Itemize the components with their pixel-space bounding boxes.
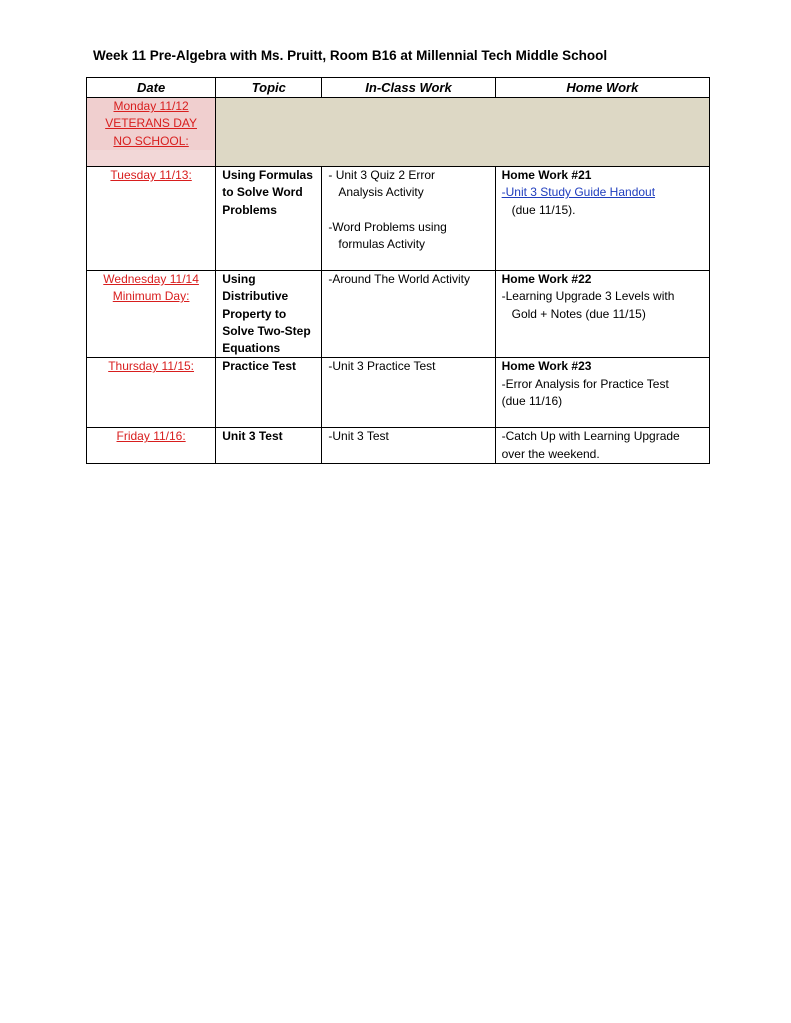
table-row-friday: [87, 428, 710, 464]
inclass-cell-tuesday: [322, 167, 495, 271]
inclass-cell-wednesday: [322, 271, 495, 358]
study-guide-link[interactable]: -Unit 3 Study Guide Handout: [501, 185, 656, 200]
table-row-tuesday: [87, 167, 710, 271]
date-cell-thursday: [87, 358, 216, 428]
date-line: Monday 11/12: [87, 98, 215, 115]
homework-line: over the weekend.: [501, 446, 600, 461]
homework-line: Gold + Notes (due 11/15): [511, 306, 646, 321]
inclass-line: formulas Activity: [338, 236, 426, 251]
date-cell-friday: [87, 428, 216, 464]
homework-line: (due 11/16): [501, 394, 563, 409]
inclass-cell-thursday: [322, 358, 495, 428]
date-line: Friday 11/16:: [116, 429, 186, 444]
homework-cell-friday: [495, 428, 709, 464]
date-line: Minimum Day:: [112, 289, 190, 304]
inclass-line: - Unit 3 Quiz 2 Error: [328, 168, 436, 182]
table-row-monday: [87, 98, 710, 167]
inclass-line: -Word Problems using: [328, 219, 447, 234]
inclass-line: Analysis Activity: [338, 185, 424, 200]
weekly-schedule-table: [86, 77, 710, 464]
header-topic: Topic: [216, 78, 322, 98]
inclass-line: -Around The World Activity: [328, 272, 470, 286]
topic-cell-thursday: Practice Test: [216, 358, 322, 428]
header-home-work: Home Work: [495, 78, 709, 98]
date-line: Thursday 11/15:: [108, 359, 195, 374]
header-inclass-work: In-Class Work: [322, 78, 495, 98]
inclass-cell-friday: [322, 428, 495, 464]
homework-line: (due 11/15).: [511, 202, 576, 217]
date-line: NO SCHOOL:: [87, 133, 215, 150]
date-cell-tuesday: [87, 167, 216, 271]
table-header-row: [87, 78, 710, 98]
topic-cell-wednesday: Using Distributive Property to Solve Two-Step Equations: [216, 271, 322, 358]
table-row-thursday: [87, 358, 710, 428]
topic-cell-tuesday: Using Formulas to Solve Word Problems: [216, 167, 322, 271]
inclass-line: -Unit 3 Test: [328, 429, 389, 444]
date-line: Tuesday 11/13:: [110, 168, 192, 182]
homework-line: -Catch Up with Learning Upgrade: [501, 429, 680, 444]
table-row-wednesday: [87, 271, 710, 358]
no-school-block: [216, 98, 710, 167]
homework-title: Home Work #23: [501, 359, 592, 374]
homework-line: -Learning Upgrade 3 Levels with: [501, 289, 675, 304]
homework-cell-thursday: [495, 358, 709, 428]
homework-title: Home Work #22: [501, 272, 592, 286]
topic-cell-friday: Unit 3 Test: [216, 428, 322, 464]
homework-cell-tuesday: [495, 167, 709, 271]
homework-line: -Error Analysis for Practice Test: [501, 376, 669, 391]
date-line: Wednesday 11/14: [103, 272, 199, 286]
page-title: Week 11 Pre-Algebra with Ms. Pruitt, Room B16 at Millennial Tech Middle School: [93, 48, 608, 63]
inclass-line: -Unit 3 Practice Test: [328, 359, 436, 374]
homework-title: Home Work #21: [501, 168, 592, 182]
header-date: Date: [87, 78, 216, 98]
homework-cell-wednesday: [495, 271, 709, 358]
date-cell-wednesday: [87, 271, 216, 358]
date-line: VETERANS DAY: [87, 115, 215, 132]
date-cell-monday: [87, 98, 216, 167]
